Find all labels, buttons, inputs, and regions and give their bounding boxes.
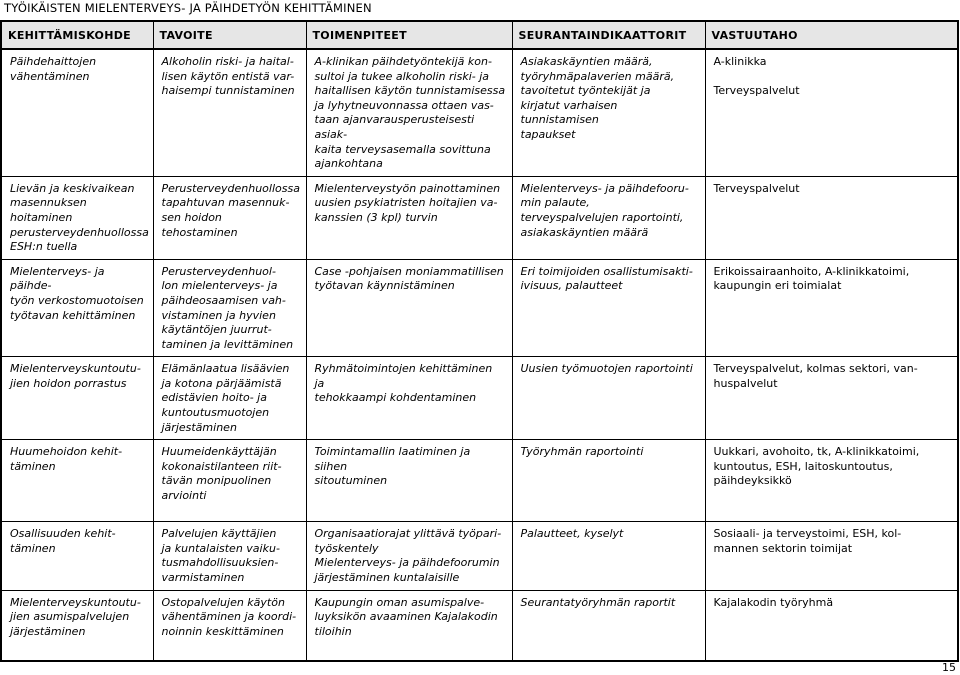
cell-text: Lievän ja keskivaikean masennuksen hoitaminen perusterveydenhuollossa ESH:n tuella (10, 181, 149, 254)
header-toimenpiteet: TOIMENPITEET (306, 21, 512, 49)
table-cell (1, 522, 153, 590)
cell-text: Uusien työmuotojen raportointi (520, 362, 693, 376)
cell-text: Eri toimijoiden osallistumisakti- ivisuus, palautteet (520, 264, 693, 293)
table-cell (306, 259, 512, 357)
table-cell (306, 440, 512, 522)
cell-text: Mielenterveyskuntoutu- jien asumispalvelujen järjestäminen (10, 595, 141, 638)
cell-text: Kajalakodin työryhmä (713, 595, 834, 609)
cell-text: Kaupungin oman asumispalve- luyksikön avaaminen Kajalakodin tiloihin (314, 595, 498, 638)
table-cell (705, 357, 958, 440)
table-cell (153, 522, 306, 590)
cell-text: Seurantatyöryhmän raportit (520, 595, 676, 609)
table-cell (153, 357, 306, 440)
table-cell (1, 259, 153, 357)
cell-text: A-klinikka Terveyspalvelut (713, 55, 800, 98)
cell-text: Uukkari, avohoito, tk, A-klinikkatoimi, kuntoutus, ESH, laitoskuntoutus, päihdeyksikkö (713, 445, 920, 488)
table-cell (512, 357, 705, 440)
table-cell (705, 259, 958, 357)
table-cell (512, 590, 705, 661)
cell-text: Työryhmän raportointi (520, 445, 644, 459)
cell-text: Perusterveydenhuollossa tapahtuvan masennuk- sen hoidon tehostaminen (161, 181, 300, 239)
cell-text: Erikoissairaanhoito, A-klinikkatoimi, kaupungin eri toimialat (713, 264, 910, 293)
document-title: TYÖIKÄISTEN MIELENTERVEYS- JA PÄIHDETYÖN KEHITTÄMINEN (4, 1, 372, 15)
table-cell (153, 440, 306, 522)
table-row (1, 522, 958, 590)
cell-text: Osallisuuden kehit- täminen (10, 527, 116, 555)
table-cell (512, 522, 705, 590)
table-cell (512, 440, 705, 522)
cell-text: Mielenterveys- ja päihde- työn verkostomuotoisen työtavan kehittäminen (10, 264, 144, 322)
table-row (1, 176, 958, 259)
table-cell (705, 522, 958, 590)
table-cell (705, 176, 958, 259)
header-seurantaindikaattorit: SEURANTAINDIKAATTORIT (512, 21, 705, 49)
table-cell (512, 49, 705, 176)
cell-text: Terveyspalvelut, kolmas sektori, van- huspalvelut (713, 362, 918, 390)
table-cell (306, 357, 512, 440)
cell-text: Case -pohjaisen moniammatillisen työtavan käynnistäminen (314, 264, 504, 293)
table-row (1, 357, 958, 440)
cell-text: Päihdehaittojen vähentäminen (10, 55, 97, 83)
cell-text: Ostopalvelujen käytön vähentäminen ja koordi- noinnin keskittäminen (161, 595, 297, 638)
table-header-row (1, 21, 958, 49)
cell-text: Elämänlaatua lisäävien ja kotona pärjäämistä edistävien hoito- ja kuntoutusmuotojen järjestäminen (161, 362, 290, 434)
cell-text: Huumeidenkäyttäjän kokonaistilanteen riit- tävän monipuolinen arviointi (161, 445, 282, 503)
cell-text: A-klinikan päihdetyöntekijä kon- sultoi ja tukee alkoholin riski- ja haitallisen käytön tunnistamisessa ja lyhytneuvonnassa ottaen vas- taan ajanvarausperusteisesti asiak- kaita terveysasemalla sovittuna ajankohtana (314, 55, 506, 171)
cell-text: Terveyspalvelut (713, 181, 800, 195)
table-row (1, 590, 958, 661)
table-cell (705, 49, 958, 176)
cell-text: Sosiaali- ja terveystoimi, ESH, kol- mannen sektorin toimijat (713, 527, 902, 555)
cell-text: Alkoholin riski- ja haital- lisen käytön entistä var- haisempi tunnistaminen (161, 55, 295, 98)
table-cell (306, 176, 512, 259)
development-plan-table (0, 20, 959, 662)
table-cell (512, 259, 705, 357)
cell-text: Palvelujen käyttäjien ja kuntalaisten vaiku- tusmahdollisuuksien- varmistaminen (161, 527, 280, 585)
cell-text: Mielenterveystyön painottaminen uusien psykiatristen hoitajien va- kanssien (3 kpl) turvin (314, 181, 501, 224)
table-cell (1, 176, 153, 259)
table-cell (512, 176, 705, 259)
cell-text: Asiakaskäyntien määrä, työryhmäpalaverien määrä, tavoitetut työntekijät ja kirjatut varhaisen tunnistamisen tapaukset (520, 55, 675, 141)
cell-text: Palautteet, kyselyt (520, 527, 624, 541)
table-cell (705, 440, 958, 522)
table-cell (153, 590, 306, 661)
table-row (1, 259, 958, 357)
table-cell (306, 590, 512, 661)
table-cell (1, 440, 153, 522)
header-vastuutaho: VASTUUTAHO (705, 21, 958, 49)
header-tavoite: TAVOITE (153, 21, 306, 49)
cell-text: Toimintamallin laatiminen ja siihen sitoutuminen (314, 445, 471, 488)
cell-text: Perusterveydenhuol- lon mielenterveys- ja päihdeosaamisen vah- vistaminen ja hyvien käytäntöjen juurrut- taminen ja levittäminen (161, 264, 294, 351)
table-cell (1, 49, 153, 176)
cell-text: Huumehoidon kehit- täminen (10, 445, 123, 473)
table-cell (1, 590, 153, 661)
cell-text: Mielenterveyskuntoutu- jien hoidon porrastus (10, 362, 141, 390)
table-cell (306, 522, 512, 590)
table-cell (705, 590, 958, 661)
cell-text: Organisaatiorajat ylittävä työpari- työskentely Mielenterveys- ja päihdefoorumin järjestäminen kuntalaisille (314, 527, 502, 585)
table-cell (1, 357, 153, 440)
cell-text: Mielenterveys- ja päihdefooru- min palaute, terveyspalvelujen raportointi, asiakaskäyntien määrä (520, 181, 689, 239)
table-cell (153, 259, 306, 357)
table-cell (153, 49, 306, 176)
table-row (1, 440, 958, 522)
table-cell (153, 176, 306, 259)
page-number: 15 (942, 661, 956, 674)
table-row (1, 49, 958, 176)
header-kehittamiskohde: KEHITTÄMISKOHDE (1, 21, 153, 49)
table-cell (306, 49, 512, 176)
cell-text: Ryhmätoimintojen kehittäminen ja tehokkaampi kohdentaminen (314, 362, 493, 405)
